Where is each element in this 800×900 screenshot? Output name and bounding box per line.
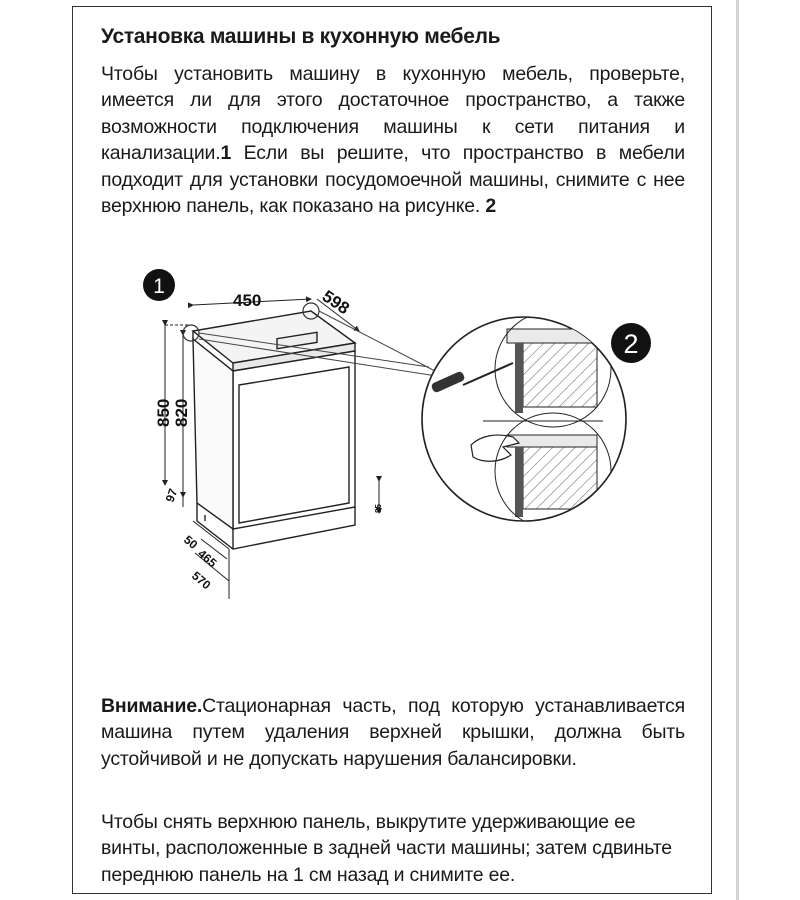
warning-text: Стационарная часть, под которую устанавливается машина путем удаления верхней крышки, должна быть устойчивой и не допускать нарушения балансировки.	[101, 695, 685, 770]
dishwasher-drawing	[193, 311, 355, 549]
dim-plinth: 97	[162, 486, 181, 505]
dim-foot-offset: 50	[181, 532, 201, 552]
marker-1-label: 1	[153, 275, 165, 298]
step-2-ref: 2	[485, 195, 497, 218]
installation-figure	[73, 259, 713, 619]
intro-paragraph	[101, 61, 685, 219]
section-heading: Установка машины в кухонную мебель	[101, 25, 501, 48]
dim-width: 450	[233, 291, 262, 310]
manual-page	[72, 6, 712, 894]
dim-height-total: 850	[154, 398, 173, 427]
marker-1	[143, 269, 175, 301]
zoom-detail	[422, 311, 626, 529]
dim-depth-base: 465	[195, 546, 220, 571]
marker-2	[611, 323, 651, 363]
marker-2-label: 2	[623, 329, 639, 359]
dim-depth-full: 570	[189, 568, 214, 593]
page-edge-rule	[736, 0, 739, 900]
step-1-ref: 1	[220, 142, 232, 165]
warning-label: Внимание.	[101, 695, 203, 717]
dim-side-gap: 85	[374, 504, 383, 513]
warning-paragraph	[101, 693, 685, 772]
intro-text-2: Если вы решите, что пространство в мебели подходит для установки посудомоечной машины, снимите с нее верхнюю панель, как показано на рисунке.	[101, 142, 685, 218]
dim-depth-top: 598	[318, 286, 353, 319]
intro-text-1: Чтобы установить машину в кухонную мебель, проверьте, имеется ли для этого достаточное пространство, а также возможности подключения машины к сети питания и канализации.	[101, 63, 685, 165]
panel-removal-paragraph: Чтобы снять верхнюю панель, выкрутите удерживающие ее винты, расположенные в задней части машины; затем сдвиньте переднюю панель на 1 см назад и снимите ее.	[101, 811, 672, 886]
dim-height-body: 820	[172, 398, 191, 427]
